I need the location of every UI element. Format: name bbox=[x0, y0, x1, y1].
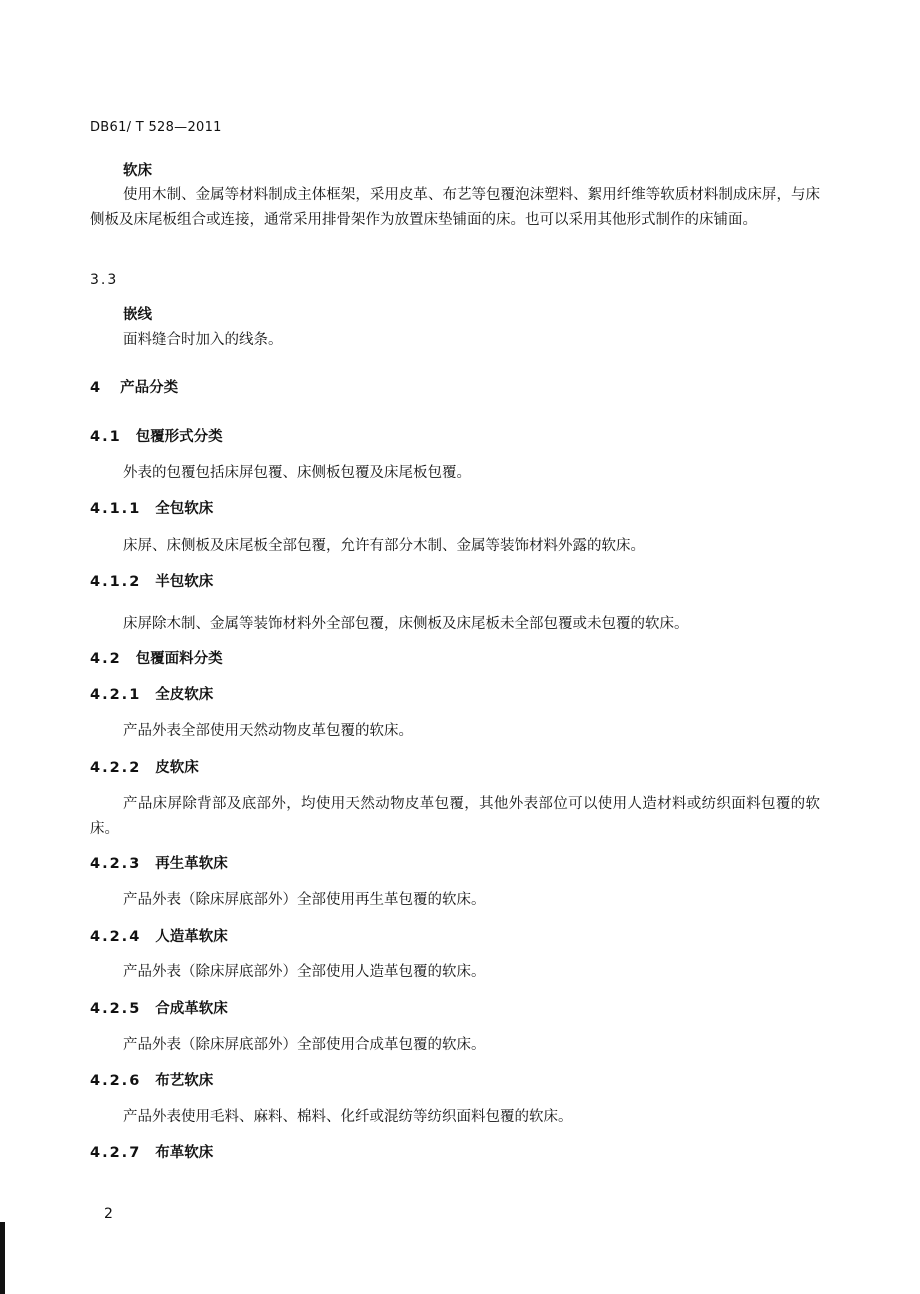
heading-4-2-2-title: 皮软床 bbox=[155, 760, 199, 776]
paragraph-4-2-1: 产品外表全部使用天然动物皮革包覆的软床。 bbox=[123, 723, 413, 739]
heading-4-1-1 bbox=[90, 497, 213, 521]
heading-4-1-1-number: 4.1.1 bbox=[90, 501, 142, 517]
heading-4-1-1-title: 全包软床 bbox=[155, 501, 214, 517]
term-soft-bed: 软床 bbox=[123, 163, 152, 179]
heading-4-2-5 bbox=[90, 997, 228, 1021]
definition-soft-bed: 使用木制、金属等材料制成主体框架，采用皮革、布艺等包覆泡沫塑料、絮用纤维等软质材料制成床屏，与床侧板及床尾板组合或连接，通常采用排骨架作为放置床垫铺面的床。也可以采用其他形式制作的床铺面。 bbox=[90, 187, 820, 228]
term-piping: 嵌线 bbox=[123, 307, 152, 323]
heading-4-1-title: 包覆形式分类 bbox=[135, 429, 223, 445]
paragraph-4-2-3: 产品外表（除床屏底部外）全部使用再生革包覆的软床。 bbox=[123, 892, 486, 908]
heading-4-2-6-number: 4.2.6 bbox=[90, 1073, 142, 1089]
paragraph-4-2-6: 产品外表使用毛料、麻料、棉料、化纤或混纺等纺织面料包覆的软床。 bbox=[123, 1109, 573, 1125]
paragraph-4-1-2: 床屏除木制、金属等装饰材料外全部包覆，床侧板及床尾板未全部包覆或未包覆的软床。 bbox=[123, 616, 689, 632]
heading-4-1-2 bbox=[90, 570, 213, 594]
clause-number-3-3: 3.3 bbox=[90, 272, 119, 288]
paragraph-4-1-1: 床屏、床侧板及床尾板全部包覆，允许有部分木制、金属等装饰材料外露的软床。 bbox=[123, 538, 645, 554]
page-number: 2 bbox=[104, 1206, 113, 1222]
heading-4-2-4 bbox=[90, 925, 228, 949]
heading-4-2-6 bbox=[90, 1069, 213, 1093]
paragraph-4-2-2: 产品床屏除背部及底部外，均使用天然动物皮革包覆，其他外表部位可以使用人造材料或纺织面料包覆的软床。 bbox=[90, 796, 820, 837]
heading-4-2-4-number: 4.2.4 bbox=[90, 929, 142, 945]
heading-4-2-1-title: 全皮软床 bbox=[155, 687, 214, 703]
heading-4-title: 产品分类 bbox=[120, 380, 179, 396]
paragraph-4-1: 外表的包覆包括床屏包覆、床侧板包覆及床尾板包覆。 bbox=[123, 465, 471, 481]
heading-4-2-3-number: 4.2.3 bbox=[90, 856, 142, 872]
heading-4-2-6-title: 布艺软床 bbox=[155, 1073, 214, 1089]
paragraph-4-2-4: 产品外表（除床屏底部外）全部使用人造革包覆的软床。 bbox=[123, 964, 486, 980]
definition-piping: 面料缝合时加入的线条。 bbox=[123, 332, 283, 348]
heading-4-2-7-title: 布革软床 bbox=[155, 1145, 214, 1161]
heading-4-1-2-number: 4.1.2 bbox=[90, 574, 142, 590]
heading-4-2-3 bbox=[90, 852, 228, 876]
paragraph-4-2-5: 产品外表（除床屏底部外）全部使用合成革包覆的软床。 bbox=[123, 1037, 486, 1053]
heading-4-2-5-number: 4.2.5 bbox=[90, 1001, 142, 1017]
scan-edge-mark bbox=[0, 1222, 5, 1294]
heading-4-number: 4 bbox=[90, 380, 103, 396]
heading-4-2-1-number: 4.2.1 bbox=[90, 687, 142, 703]
heading-4-2-7-number: 4.2.7 bbox=[90, 1145, 142, 1161]
heading-4-1-number: 4.1 bbox=[90, 429, 122, 445]
standard-code: DB61/ T 528—2011 bbox=[90, 120, 222, 135]
heading-4-2-3-title: 再生革软床 bbox=[155, 856, 228, 872]
heading-4-2-2-number: 4.2.2 bbox=[90, 760, 142, 776]
heading-4-1 bbox=[90, 425, 223, 449]
heading-4-2-number: 4.2 bbox=[90, 651, 122, 667]
heading-4-1-2-title: 半包软床 bbox=[155, 574, 214, 590]
heading-4-2-2 bbox=[90, 756, 199, 780]
heading-4-2-1 bbox=[90, 683, 213, 707]
heading-4-2-title: 包覆面料分类 bbox=[135, 651, 223, 667]
heading-4-2-5-title: 合成革软床 bbox=[155, 1001, 228, 1017]
heading-4-2 bbox=[90, 647, 223, 671]
heading-4-2-4-title: 人造革软床 bbox=[155, 929, 228, 945]
heading-4-2-7 bbox=[90, 1141, 213, 1165]
heading-4 bbox=[90, 376, 178, 400]
